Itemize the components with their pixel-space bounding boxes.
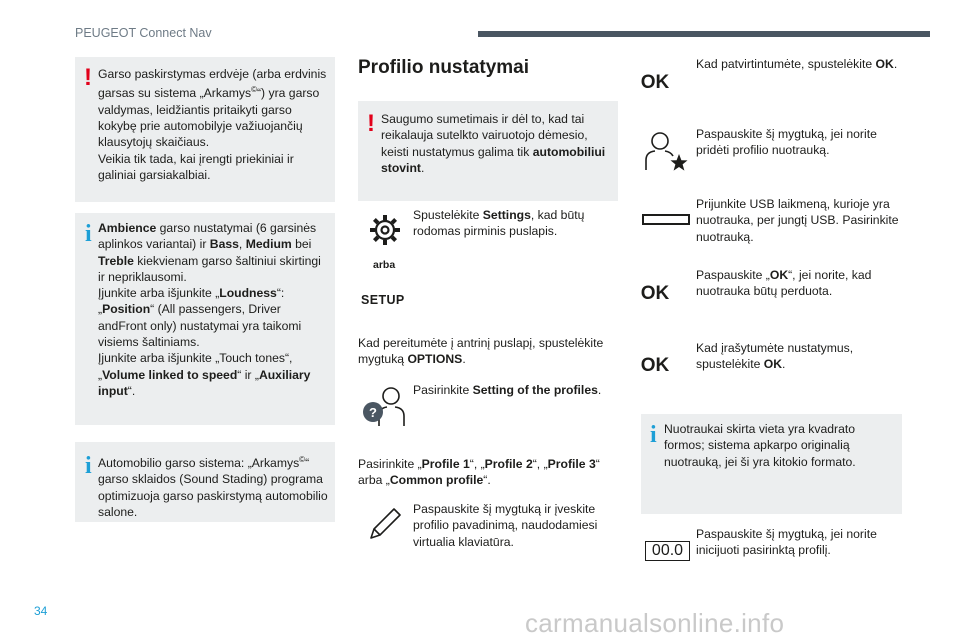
step-settings-text: Spustelėkite Settings, kad būtų rodomas pirminis puslapis. bbox=[413, 208, 585, 239]
warning-text-safety: Saugumo sumetimais ir dėl to, kad tai reikalauja sutelkto vairuotojo dėmesio, keisti nustatymus galima tik automobiliui stovint. bbox=[381, 112, 606, 175]
info-box-arkamys bbox=[75, 442, 335, 522]
info-mark: i bbox=[85, 453, 92, 479]
or-label: arba bbox=[373, 259, 396, 271]
step-profiles-text: Pasirinkite Setting of the profiles. bbox=[413, 383, 602, 397]
watermark: carmanualsonline.info bbox=[525, 608, 785, 638]
info-text-photo: Nuotraukai skirta vieta yra kvadrato formos; sistema apkarpo originalią nuotrauką, jei ši yra kitokio formato. bbox=[664, 422, 856, 469]
reset-profile-text: Paspauskite šį mygtuką, jei norite inicijuoti pasirinktą profilį. bbox=[696, 527, 877, 558]
step-options-text: Kad pereitumėte į antrinį puslapį, spustelėkite mygtuką OPTIONS. bbox=[358, 336, 604, 367]
profile-question-icon bbox=[360, 384, 410, 428]
warning-mark: ! bbox=[84, 64, 92, 91]
gear-icon bbox=[368, 213, 402, 247]
usb-icon bbox=[642, 214, 690, 225]
ok-icon: OK bbox=[640, 283, 670, 304]
pencil-icon bbox=[366, 503, 406, 543]
page-number: 34 bbox=[34, 604, 48, 618]
info-text-arkamys: Automobilio garso sistema: „Arkamys©“ garso sklaidos (Sound Stading) programa optimizuoja garso paskirstymą automobilio salone. bbox=[98, 455, 328, 519]
warning-mark: ! bbox=[367, 110, 375, 137]
info-box-ambience bbox=[75, 213, 335, 425]
warning-box-sound bbox=[75, 57, 335, 202]
ok-icon: OK bbox=[640, 72, 670, 93]
ok-icon: OK bbox=[640, 355, 670, 376]
info-text-ambience: Ambience garso nustatymai (6 garsinės aplinkos variantai) ir Bass, Medium bei Treble kiekvienam garso šaltiniui skirtingi ir nepriklausomi. Įjunkite arba išjunkite „Loudness“: „Position“ (All passengers, Driver andFront only) nustatymai yra taikomi visiems šaltiniams. Įjunkite arba išjunkite „Touch tones“, „Volume linked to speed“ ir „Auxiliary input“. bbox=[98, 221, 321, 398]
info-mark: i bbox=[650, 422, 657, 448]
save-settings-text: Kad įrašytumėte nustatymus, spustelėkite OK. bbox=[696, 341, 854, 372]
transfer-photo-text: Paspauskite „OK“, jei norite, kad nuotrauka būtų perduota. bbox=[696, 268, 872, 299]
add-photo-icon bbox=[643, 130, 689, 172]
info-mark: i bbox=[85, 221, 92, 247]
setup-button-label: SETUP bbox=[361, 293, 405, 307]
header-title: PEUGEOT Connect Nav bbox=[75, 26, 212, 40]
confirm-ok-text: Kad patvirtintumėte, spustelėkite OK. bbox=[696, 57, 898, 71]
svg-text:?: ? bbox=[369, 405, 377, 420]
header-bar bbox=[478, 31, 930, 37]
step-choose-profile-text: Pasirinkite „Profile 1“, „Profile 2“, „Profile 3“ arba „Common profile“. bbox=[358, 457, 600, 488]
add-photo-text: Paspauskite šį mygtuką, jei norite pridėti profilio nuotrauką. bbox=[696, 127, 877, 158]
section-title: Profilio nustatymai bbox=[358, 57, 530, 78]
warning-text: Garso paskirstymas erdvėje (arba erdvinis garsas su sistema „Arkamys©“) yra garso valdymas, leidžiantis pritaikyti garso kokybę prie automobilyje važiuojančių klausytojų skaičiaus. Veikia tik tada, kai įrengti priekiniai ir galiniai garsiakalbiai. bbox=[98, 67, 327, 182]
warning-box-safety bbox=[358, 101, 618, 201]
reset-profile-icon: 00.0 bbox=[645, 541, 690, 561]
usb-text: Prijunkite USB laikmeną, kurioje yra nuotrauka, per jungtį USB. Pasirinkite nuotrauką. bbox=[696, 197, 899, 244]
step-name-text: Paspauskite šį mygtuką ir įveskite profilio pavadinimą, naudodamiesi virtualia klaviatūra. bbox=[413, 502, 598, 549]
info-box-photo bbox=[641, 414, 902, 514]
